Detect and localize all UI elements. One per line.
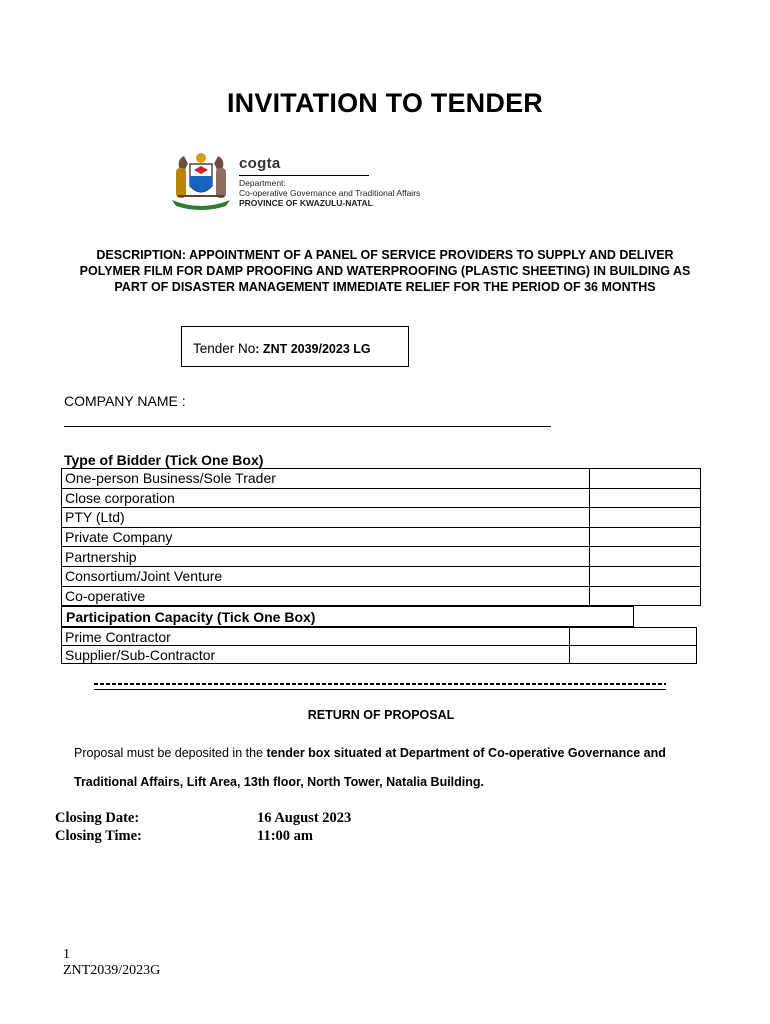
kzn-coat-of-arms-logo	[166, 150, 236, 212]
return-of-proposal-heading: RETURN OF PROPOSAL	[307, 708, 455, 722]
bidder-option-label: Consortium/Joint Venture	[62, 566, 590, 586]
logo-rule	[239, 175, 369, 176]
tick-box[interactable]	[570, 628, 697, 646]
tender-number-label: Tender No	[193, 341, 256, 356]
bidder-option-label: Partnership	[62, 547, 590, 567]
bidder-option-label: Close corporation	[62, 488, 590, 508]
footer-reference: ZNT2039/2023G	[63, 963, 161, 978]
proposal-instructions	[74, 739, 714, 797]
department-name: Co-operative Governance and Traditional Affairs	[239, 188, 421, 198]
company-name-label: COMPANY NAME :	[64, 393, 186, 409]
tick-box[interactable]	[570, 646, 697, 664]
tick-box[interactable]	[590, 488, 701, 508]
closing-time-label: Closing Time:	[55, 828, 142, 844]
table-row	[62, 628, 697, 646]
tick-box[interactable]	[590, 527, 701, 547]
tick-box[interactable]	[590, 547, 701, 567]
participation-capacity-heading: Participation Capacity (Tick One Box)	[66, 609, 316, 625]
closing-date-value: 16 August 2023	[257, 810, 352, 826]
tender-description: DESCRIPTION: APPOINTMENT OF A PANEL OF SERVICE PROVIDERS TO SUPPLY AND DELIVER POLYMER FILM FOR DAMP PROOFING AND WATERPROOFING (PLASTIC SHEETING) IN BUILDING AS PART OF DISASTER MANAGEMENT IMMEDIATE RELIEF FOR THE PERIOD OF 36 MONTHS	[79, 248, 691, 294]
tick-box[interactable]	[590, 469, 701, 489]
tick-box[interactable]	[590, 508, 701, 528]
company-name-field[interactable]	[64, 426, 551, 427]
tender-number: : ZNT 2039/2023 LG	[255, 342, 371, 356]
bidder-type-table	[61, 468, 701, 606]
participation-option-label: Prime Contractor	[62, 628, 570, 646]
department-label: Department:	[239, 178, 286, 188]
proposal-location: tender box situated at Department of Co-operative Governance and Traditional Affairs, Lift Area, 13th floor, North Tower, Natalia Building.	[74, 746, 666, 789]
proposal-text: Proposal must be deposited in the	[74, 746, 267, 760]
tick-box[interactable]	[590, 586, 701, 606]
participation-option-label: Supplier/Sub-Contractor	[62, 646, 570, 664]
participation-capacity-header	[61, 606, 634, 627]
cogta-logo-text: cogta	[239, 155, 281, 172]
table-row	[62, 527, 701, 547]
participation-capacity-table	[61, 627, 697, 664]
province-name: PROVINCE OF KWAZULU-NATAL	[239, 198, 373, 208]
bidder-option-label: PTY (Ltd)	[62, 508, 590, 528]
tender-number-box	[181, 326, 409, 367]
closing-time-value: 11:00 am	[257, 828, 313, 844]
table-row	[62, 508, 701, 528]
closing-date-label: Closing Date:	[55, 810, 140, 826]
tick-box[interactable]	[590, 566, 701, 586]
bidder-type-heading: Type of Bidder (Tick One Box)	[64, 452, 264, 468]
table-row	[62, 488, 701, 508]
table-row	[62, 469, 701, 489]
table-row	[62, 547, 701, 567]
bidder-option-label: Co-operative	[62, 586, 590, 606]
table-row	[62, 566, 701, 586]
dashed-separator	[94, 683, 666, 690]
department-block	[239, 178, 420, 208]
bidder-option-label: One-person Business/Sole Trader	[62, 469, 590, 489]
table-row	[62, 646, 697, 664]
page-title: INVITATION TO TENDER	[226, 88, 543, 118]
bidder-option-label: Private Company	[62, 527, 590, 547]
table-row	[62, 586, 701, 606]
page-number: 1	[63, 947, 70, 962]
